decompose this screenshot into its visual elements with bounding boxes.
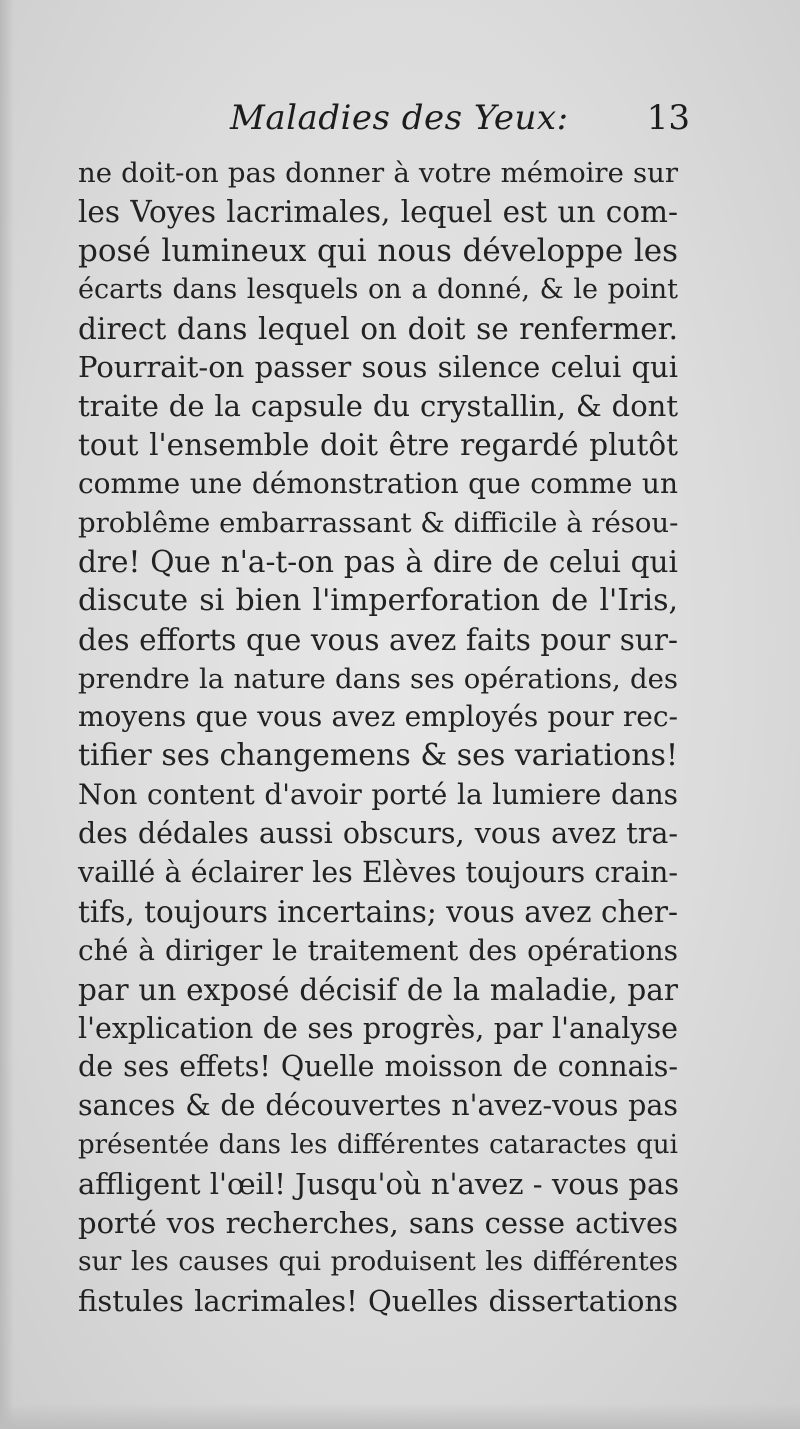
text-line: tifier ses changemens & ses variations! <box>78 738 678 774</box>
text-line: vaillé à éclairer les Elèves toujours crain- <box>78 856 678 890</box>
text-line: écarts dans lesquels on a donné, & le point <box>78 273 678 305</box>
running-title: Maladies des Yeux: <box>230 98 569 138</box>
text-line: tout l'ensemble doit être regardé plutôt <box>78 428 678 463</box>
text-line: problême embarrassant & difficile à résou- <box>78 507 679 540</box>
text-line: les Voyes lacrimales, lequel est un com- <box>78 194 678 229</box>
text-line: traite de la capsule du crystallin, & dont <box>78 389 678 424</box>
text-line: des dédales aussi obscurs, vous avez tra- <box>78 817 678 851</box>
text-line: présentée dans les différentes cataractes qui <box>78 1130 678 1161</box>
text-line: prendre la nature dans ses opérations, des <box>78 662 678 695</box>
text-line: par un exposé décisif de la maladie, par <box>78 972 678 1007</box>
text-line: tifs, toujours incertains; vous avez cher- <box>78 894 678 929</box>
page-number: 13 <box>646 98 690 138</box>
text-line: dre! Que n'a-t-on pas à dire de celui qui <box>78 544 678 579</box>
text-line: porté vos recherches, sans cesse actives <box>78 1206 678 1241</box>
text-line: des efforts que vous avez faits pour sur- <box>78 622 678 657</box>
text-line: de ses effets! Quelle moisson de connais- <box>78 1050 678 1084</box>
text-line: discute si bien l'imperforation de l'Iris, <box>78 582 678 618</box>
body-text <box>78 154 678 1321</box>
text-line: direct dans lequel on doit se renfermer. <box>78 311 678 346</box>
text-line: ne doit-on pas donner à votre mémoire sur <box>78 157 678 189</box>
page-bottom-shadow <box>0 1403 800 1429</box>
page-edge-shadow <box>0 0 14 1429</box>
text-line: l'explication de ses progrès, par l'analyse <box>78 1011 678 1045</box>
text-line: affligent l'œil! Jusqu'où n'avez - vous pas <box>78 1167 680 1202</box>
text-line: fistules lacrimales! Quelles dissertations <box>78 1283 678 1318</box>
text-line: sances & de découvertes n'avez-vous pas <box>78 1089 678 1123</box>
text-line: sur les causes qui produisent les différentes <box>78 1245 678 1277</box>
text-line: Pourrait-on passer sous silence celui qui <box>78 350 678 385</box>
text-line: comme une démonstration que comme un <box>78 467 678 501</box>
page-header <box>230 98 690 150</box>
text-line: Non content d'avoir porté la lumiere dans <box>78 778 678 812</box>
text-line: moyens que vous avez employés pour rec- <box>78 700 678 734</box>
text-line: posé lumineux qui nous développe les <box>78 232 678 269</box>
text-line: ché à diriger le traitement des opérations <box>78 933 678 967</box>
